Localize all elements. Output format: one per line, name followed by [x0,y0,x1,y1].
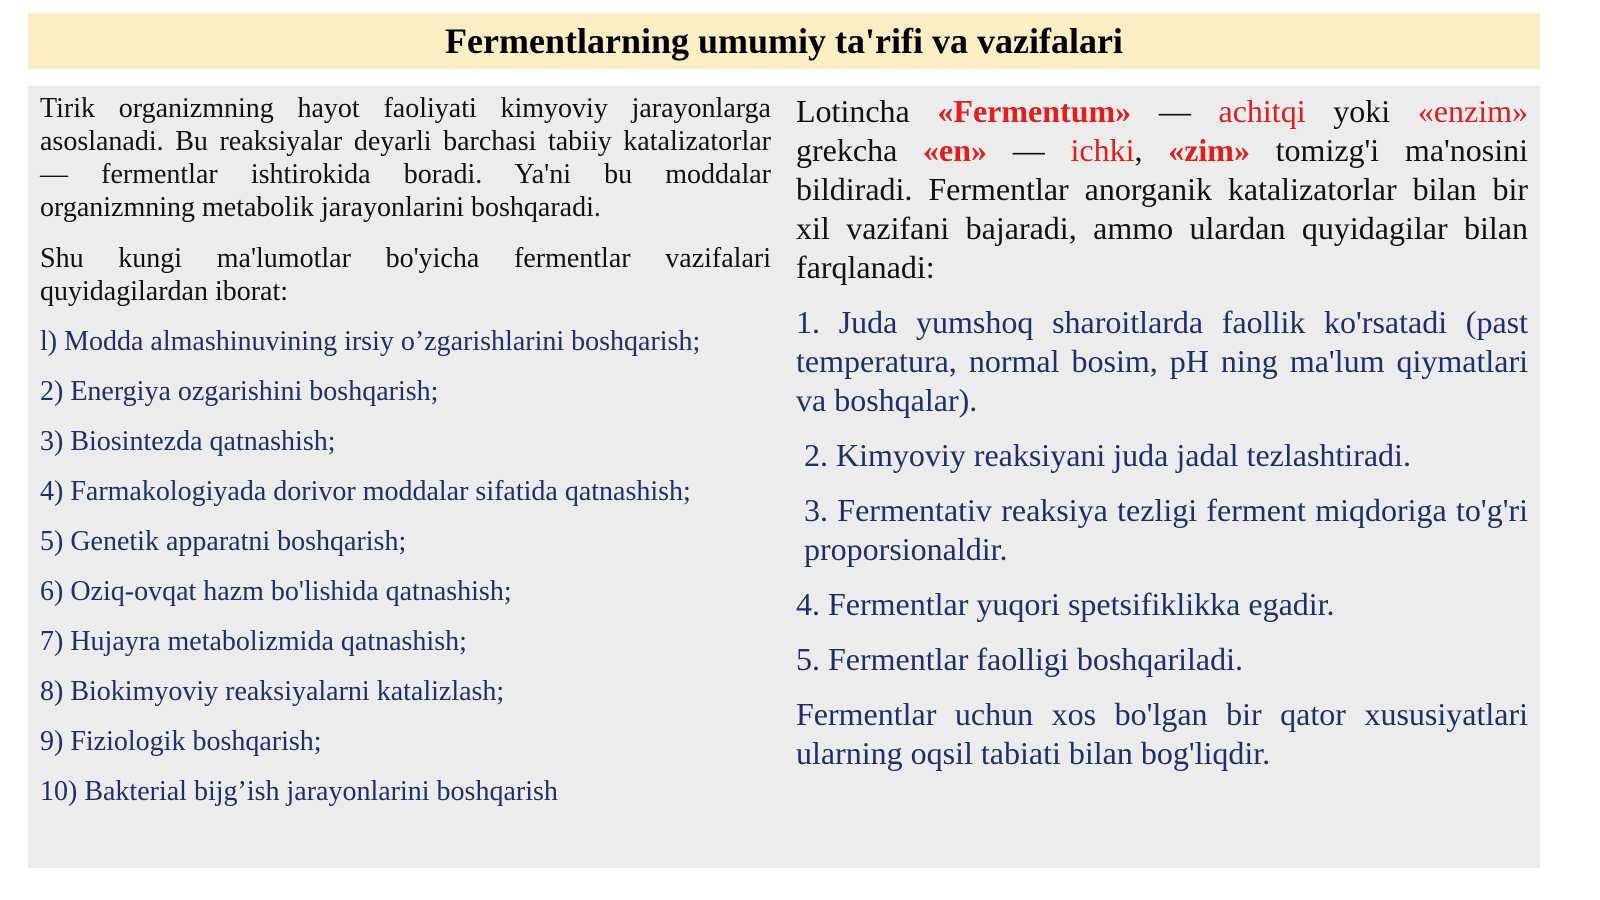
title-banner [28,13,1540,69]
lead-text: — [987,132,1071,168]
meaning-ichki: ichki [1070,132,1135,168]
list-item: 4) Farmakologiyada dorivor moddalar sifatida qatnashish; [40,476,691,507]
list-item: 7) Hujayra metabolizmida qatnashish; [40,626,467,657]
intro-paragraph: Tirik organizmning hayot faoliyati kimyoviy jarayonlarga asoslanadi. Bu reaksiyalar deyarli barchasi tabiiy katalizatorlar — fermentlar ishtirokida boradi. Ya'ni bu moddalar organizmning metabolik jarayonlarini boshqaradi. [40,93,771,223]
list-item: 8) Biokimyoviy reaksiyalarni katalizlash; [40,676,505,707]
term-enzim: «enzim» [1417,93,1529,129]
lead-text: tomizg'i ma'nosini bildiradi. Fermentlar anorganik katalizatorlar bilan bir xil vazifani bajaradi, ammo ulardan quyidagilar bilan farqlanadi: [796,132,1529,285]
list-item: 3) Biosintezda qatnashish; [40,426,336,457]
list-item: 9) Fiziologik boshqarish; [40,726,322,757]
list-item: l) Modda almashinuvining irsiy o’zgarishlarini boshqarish; [40,326,701,357]
meaning-achitqi: achitqi [1218,93,1306,129]
functions-intro: Shu kungi ma'lumotlar bo'yicha fermentlar vazifalari quyidagilardan iborat: [40,243,771,307]
content-panel [28,86,1540,868]
conclusion-paragraph: Fermentlar uchun xos bo'lgan bir qator xususiyatlari ularning oqsil tabiati bilan bog'liqdir. [796,696,1528,771]
left-column [40,92,771,825]
lead-text: Lotincha [796,93,938,129]
functions-list [40,325,771,808]
list-item: 10) Bakterial bijg’ish jarayonlarini boshqarish [40,776,558,807]
lead-text: , [1134,132,1169,168]
right-column [796,92,1528,773]
list-item: 5. Fermentlar faolligi boshqariladi. [796,641,1243,677]
list-item: 2. Kimyoviy reaksiyani juda jadal tezlashtiradi. [804,437,1411,473]
slide-title: Fermentlarning umumiy ta'rifi va vazifalari [445,21,1123,61]
lead-text: grekcha [796,132,923,168]
lead-text: yoki [1305,93,1418,129]
differences-list [796,303,1528,679]
list-item: 3. Fermentativ reaksiya tezligi ferment miqdoriga to'g'ri proporsionaldir. [804,492,1528,567]
lead-text: — [1131,93,1219,129]
list-item: 1. Juda yumshoq sharoitlarda faollik ko'rsatadi (past temperatura, normal bosim, pH ning ma'lum qiymatlari va boshqalar). [796,304,1528,418]
term-fermentum: «Fermentum» [937,93,1132,129]
term-en: «en» [923,132,987,168]
list-item: 4. Fermentlar yuqori spetsifiklikka egadir. [796,586,1335,622]
list-item: 2) Energiya ozgarishini boshqarish; [40,376,439,407]
term-zim: «zim» [1168,132,1250,168]
list-item: 6) Oziq-ovqat hazm bo'lishida qatnashish; [40,576,512,607]
list-item: 5) Genetik apparatni boshqarish; [40,526,407,557]
etymology-paragraph [796,92,1528,287]
